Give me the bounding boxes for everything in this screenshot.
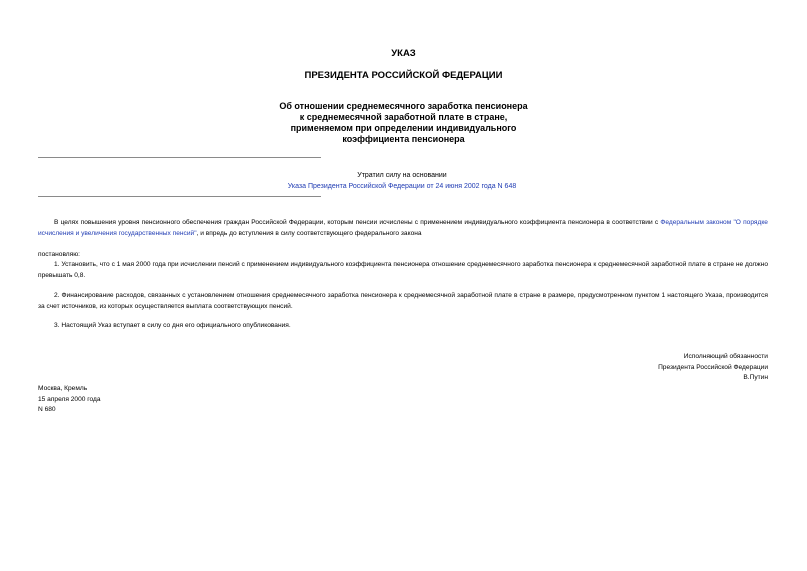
- item-1-paragraph: 1. Установить, что с 1 мая 2000 года при исчислении пенсий с применением индивидуального коэффициента пенсионера отношение среднемесячного заработка пенсионера к среднемесячной заработной плате в стране не должно превышать 0,8.: [38, 261, 768, 279]
- preamble-text-end: , и впредь до вступления в силу соответствующего федерального закона: [196, 229, 422, 237]
- item-3-paragraph: 3. Настоящий Указ вступает в силу со дня его официального опубликования.: [54, 322, 291, 329]
- document-subject: [240, 101, 567, 145]
- signature-name: В.Путин: [743, 374, 768, 381]
- federal-law-link[interactable]: Федеральным законом "О порядке исчисления и увеличения государственных пенсий": [38, 219, 768, 237]
- preamble-text-start: В целях повышения уровня пенсионного обеспечения граждан Российской Федерации, которым пенсии исчислены с применением индивидуального коэффициента пенсионера в соответствии с: [54, 219, 661, 226]
- document-number: N 680: [38, 406, 56, 413]
- issuer-title: ПРЕЗИДЕНТА РОССИЙСКОЙ ФЕДЕРАЦИИ: [304, 70, 503, 81]
- date-text: 15 апреля 2000 года: [38, 395, 101, 403]
- divider-bottom: [38, 196, 321, 197]
- lost-force-link[interactable]: Указа Президента Российской Федерации от 24 июня 2002 года N 648: [287, 183, 517, 190]
- place-text: Москва, Кремль: [38, 385, 88, 392]
- resolve-paragraph: постановляю:: [38, 251, 81, 258]
- subject-line: к среднемесячной заработной плате в стране,: [299, 112, 508, 122]
- subject-line: Об отношении среднемесячного заработка пенсионера: [279, 101, 528, 111]
- document-type-title: УКАЗ: [391, 48, 416, 59]
- subject-line: применяемом при определении индивидуального: [290, 123, 517, 133]
- signature-title: Президента Российской Федерации: [658, 363, 768, 371]
- lost-force-note: [270, 170, 534, 192]
- divider-top: [38, 157, 321, 158]
- place-date-block: [38, 384, 101, 416]
- signature-position: Исполняющий обязанности: [683, 353, 768, 360]
- preamble-paragraph: [38, 218, 768, 239]
- subject-line: коэффициента пенсионера: [342, 134, 465, 144]
- item-2-paragraph: 2. Финансирование расходов, связанных с установлением отношения среднемесячного заработка пенсионера к среднемесячной заработной плате в стране в размере, предусмотренном пунктом 1 настоящего Указа, производится за счет источников, из которых осуществляется выплата соответствующих пенсий.: [38, 292, 768, 310]
- signature-block: [658, 352, 768, 384]
- lost-force-text: Утратил силу на основании: [357, 172, 447, 179]
